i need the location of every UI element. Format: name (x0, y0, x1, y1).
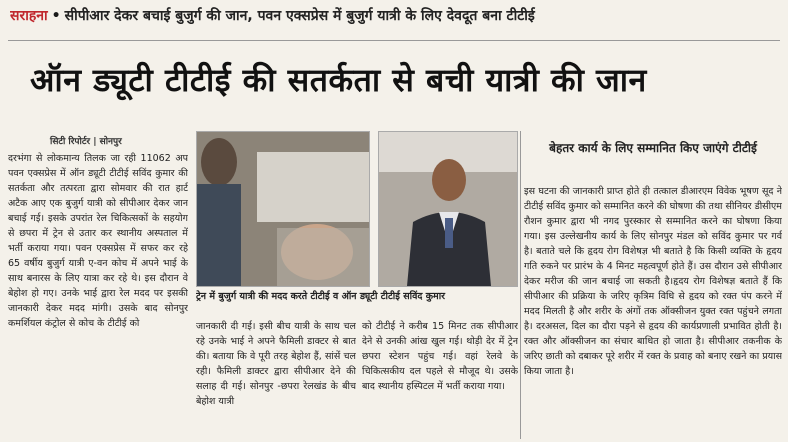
kicker-tag: सराहना (10, 8, 48, 24)
column-divider (520, 131, 521, 439)
kicker-bullet: • (51, 8, 61, 24)
article-column-2: जानकारी दी गई। इसी बीच यात्री के साथ चल रहे उनके भाई ने अपने फैमिली डाक्टर से बात की। बताया कि वे पूरी तरह बेहोश हैं, सांसें चल रही। फैमिली डाक्टर द्वारा सीपीआर देने की सलाह दी गई। सोनपुर -छपरा रेलखंड के बीच बेहोश यात्री (196, 321, 356, 407)
article-column-1: दरभंगा से लोकमान्य तिलक जा रही 11062 अप पवन एक्सप्रेस में ऑन ड्यूटी टीटीई सविंद कुमार की सतर्कता और तत्परता द्वारा सोमवार की रात हार्ट अटैक आए एक बुजुर्ग यात्री को सीपीआर देकर जान बचाई गई। इसके उपरांत रेल चिकित्सकों के सहयोग से छपरा में ट्रेन से उतार कर स्थानीय अस्पताल में भर्ती कराया गया। पवन एक्सप्रेस में सफर कर रहे 65 वर्षीय बुजुर्ग यात्री ए-वन कोच में अपने भाई के साथ बनारस के लिए यात्रा कर रहे थे। इस दौरान वे बेहोश हो गए। उनके भाई द्वारा रेल मदद पर इसकी जानकारी देकर मदद मांगी। उसके बाद सोनपुर कमर्शियल कंट्रोल से कोच के टीटीई को (8, 153, 188, 329)
article-column-3: को टीटीई ने करीब 15 मिनट तक सीपीआर देने से उनकी आंख खुल गई। थोड़ी देर में ट्रेन छपरा स्टेशन पहुंच गई। वहां रेलवे के चिकित्सकीय दल पहले से मौजूद थे। उसके बाद स्थानीय हस्पिटल में भर्ती कराया गया। (362, 321, 518, 392)
photo-caption: ट्रेन में बुजुर्ग यात्री की मदद करते टीटीई व ऑन ड्यूटी टीटीई सविंद कुमार (196, 291, 446, 302)
headline: ऑन ड्यूटी टीटीई की सतर्कता से बची यात्री की जान (30, 61, 647, 99)
kicker-text: सीपीआर देकर बचाई बुजुर्ग की जान, पवन एक्सप्रेस में बुजुर्ग यात्री के लिए देवदूत बना टीटीई (64, 8, 535, 24)
photo-tte-portrait (378, 131, 518, 287)
sidebar-column: इस घटना की जानकारी प्राप्त होते ही तत्काल डीआरएम विवेक भूषण सूद ने टीटीई सविंद कुमार को सम्मानित करने की घोषणा की तथा सीनियर डीसीएम रौशन कुमार द्वारा भी नगद पुरस्कार से सम्मानित करने का घोषणा किया गया। इस उल्लेखनीय कार्य के लिए सोनपुर मंडल को सविंद कुमार पर गर्व है। बताते चले कि हृदय रोग विशेषज्ञ भी बताते है कि किसी व्यक्ति के हृदय गति रुकने पर प्रारंभ के 4 मिनट महत्वपूर्ण होते हैं। उस दौरान उसे सीपीआर देकर मरीज की जान बचाई जा सकती है।हृदय रोग विशेषज्ञ बताते हैं कि सीपीआर की प्रक्रिया के जरिए कृत्रिम विधि से हृदय को रक्त पंप करने में मदद मिलती है और शरीर के अंगों तक ऑक्सीजन युक्त रक्त पहुंचने लगता है। दरअसल, दिल का दौरा पड़ने से हृदय की कार्यप्रणाली प्रभावित होती है। रक्त और ऑक्सीजन का संचार बाधित हो जाता है। सीपीआर तकनीक के जरिए छाती को दबाकर पूरे शरीर में रक्त के प्रवाह को बनाए रखने का प्रयास किया जाता है। (524, 186, 782, 377)
portrait-illustration (379, 132, 517, 286)
photo-tte-helping-passenger (196, 131, 370, 287)
byline: सिटी रिपोर्टर | सोनपुर (50, 137, 122, 147)
kicker-line (10, 6, 780, 30)
photo-illustration (197, 132, 369, 286)
sidebar-heading: बेहतर कार्य के लिए सम्मानित किए जाएंगे टीटीई (549, 141, 757, 155)
top-rule (8, 40, 780, 41)
